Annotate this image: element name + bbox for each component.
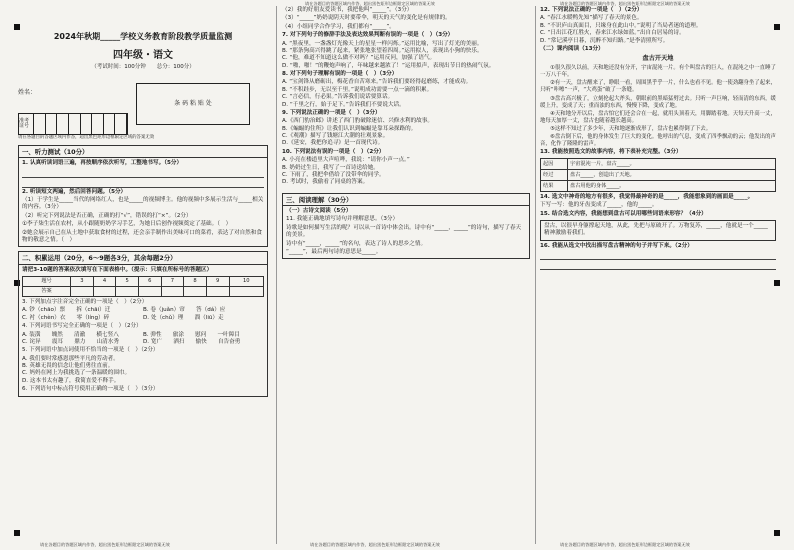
exam-meta: （考试时间：100分钟 总分：100分） (91, 63, 195, 70)
column-divider (535, 6, 536, 544)
question-9: 9. 下列说法正确的一项是（ ）（3分） (282, 109, 381, 116)
section-title: 一、听力测试（10分） (19, 147, 267, 158)
column-middle: （2）我的好朋友爱读书，我把他叫“_____”。（3分） （3）“_____”奶奶说阴天时要带伞，明天的天气的变化是有规律的。 （4）小组同学合作学习，我们都有“_____”。 7. 对下列句子的修辞手法及表达效果判断有误的一项是（ ）（3分） A. “黑夜里，一盏盏灯光像天上的星星一样闪烁。”运用比喻，写出了灯光的美丽。 B. “那条狗高兴得跳了起来，紧张地张望着四周。”运用拟人，表现出小狗的快乐。 C. “他，难道不知道这么做不对吗？”运用反问，加强了语气。 D. “啪，啪！”的鞭炮声响了，年味越来越浓了！”运用拟声，表现出节日的热闹气氛。 8. 对下列句子理解有误的一项是（ ）（3分） A. “宝剑锋从磨砺出，梅花香自苦寒来。”告诉我们要经得起磨练，才能成功。 B. “不积跬步，无以至千里。”说明成功需要一点一滴的积累。 C. “言必信，行必果。”告诉我们说话要算话。 D. “千里之行，始于足下。”告诉我们不要说大话。 9. 下列说法正确的一项是（ ）（3分） A.《西门豹治邺》讲述了西门豹破除迷信、兴修水利的故事。 B.《蝙蝠的住所》让我们认识到蝙蝠是靠耳朵探路的。 C.《观潮》描写了钱塘江大潮的壮观景象。 D.《延安，我把你追寻》是一首现代诗。 10. 下列说法有误的一项是（ ）（2分） A. 小亮在楼道里大声喧哗，我说：“请你小声一点。” B. 奶奶过生日，我写了一首诗送给她。 C. 下雨了，我把伞借给了没带伞的同学。 D. 考试时，我偷看了同桌的答案。 三、阅读理解（30分） （一）古诗文阅读（5分） 11. 我能正确地填写诗句并理解意思。（3分） 诗歌是如何描写生活的呢？可以从一首诗中体会出。诗中有“_____，_____”的诗句，描写了春天的美景。 诗中有“_____，_____”的名句，表达了诗人的思乡之情。 “_____”，最后两句诗的意思是_____。 (282, 6, 530, 546)
top-notice: 请在各题目的答题区域内作答，超出黑色矩形边框限定区域的答案无效 (305, 1, 435, 6)
barcode-area[interactable] (136, 83, 250, 125)
column-divider (276, 6, 277, 544)
answer-table[interactable]: 题号 3 4 5 6 7 8 9 10 答案 (22, 276, 264, 297)
exam-number-label: 准考证号 (19, 114, 34, 134)
section-title: 二、积累运用（20分，6～9题各3分，其余每题2分） (19, 253, 267, 264)
question-12: 12. 下列说法正确的一项是（ ）（2分） (540, 7, 643, 13)
question-4: 4. 下列词语书写完全正确的一项是（ ）（2分） (22, 323, 142, 330)
section-intro: 请把3-10题的答案依次填写在下面表格中。（提示：只填在所标号的答题区） (22, 266, 213, 273)
section-listening (18, 145, 268, 247)
name-label: 姓名： (18, 88, 37, 96)
bottom-notice: 请在各题目的答题区域内作答，超出黑色矩形边框限定区域的答案无效 (310, 542, 440, 547)
question-1: 1. 认真听读词语三遍，再按顺序依次听写，工整地书写。（5分） (22, 160, 183, 167)
section-accumulation: 二、积累运用（20分，6～9题各3分，其余每题2分） 请把3-10题的答案依次填写在下面表格中。（提示：只填在所标号的答题区） 题号 3 4 5 6 7 8 9 10 答案 3. 下列加点字注音完全正确的一项是（ ）（2分） A. 钞（chāo）票 拆（chāi）迁 B. 卷（juǎn）帘 答（dá）应 C. 衬（chèn）衣 零（líng）碎 D. 处（chǔ）理 溜（liū）走 4. 下列词语书写完全正确的一项是（ ）（2分） A. 装潢 魄然 清澈 横七竖八 B. 弹性 旅涂 慰问 一叶障目 C. 诧异 震耳 鼎力 山清水秀 D. 宽广 洒扫 愉快 自告奋勇 5. 下列词语中加点词使用不恰当的一项是（ ）（2分） A. 我们要时常感恩那些平凡的劳动者。 B. 英雄无畏的信念让他们勇往直前。 C. 妈妈在网上为我挑选了一条温暖的围巾。 D. 这本书太有趣了，我简直爱不释手。 6. 下列语句中标点符号使用正确的一项是（ ）（3分） (18, 251, 268, 396)
question-3: 3. 下列加点字注音完全正确的一项是（ ）（2分） (22, 299, 148, 306)
question-11: 11. 我能正确地填写诗句并理解意思。（3分） (286, 216, 399, 223)
question-2-1: （1）于学生是_____当代的网络红人，也是_____的视频博主。他的视频中多展示生活与_____相关的内容。（3分） (22, 197, 264, 211)
passage-title: 盘古开天地 (642, 55, 674, 63)
question-2: 2. 听读短文两遍，然后回答问题。（5分） (22, 188, 127, 195)
question-10: 10. 下列说法有误的一项是（ ）（2分） (282, 148, 385, 155)
bottom-notice: 请在各题目的答题区域内作答，超出黑色矩形边框限定区域的答案无效 (40, 542, 170, 547)
section-reading: 三、阅读理解（30分） （一）古诗文阅读（5分） 11. 我能正确地填写诗句并理解意思。（3分） 诗歌是如何描写生活的呢？可以从一首诗中体会出。诗中有“_____，_____”的诗句，描写了春天的美景。 诗中有“_____，_____”的名句，表达了诗人的思乡之情。 “_____”，最后两句诗的意思是_____。 (282, 193, 530, 260)
barcode-label: 条 码 粘 贴 处 (174, 100, 212, 108)
student-info (18, 79, 268, 133)
question-7: 7. 对下列句子的修辞手法及表达效果判断有误的一项是（ ）（3分） (282, 32, 454, 39)
notice: 请在各题目的答题区域内作答，超出黑色矩形边框限定区域的答案无效 (18, 134, 155, 140)
question-16: 16. 我能从选文中找出描写盘古精神的句子并写下来。（2分） (540, 242, 693, 249)
question-2-2-a: ①李子柒生活在农村，从小跟随奶奶学习手艺，为她日后创作视频奠定了基础。（ ） (22, 221, 232, 228)
answer-box[interactable]: 盘古，以很早身躯撑起天地，从此，先把与原破开了。万物复苏，_____，他就是一个_____精神激励着我们。 (540, 220, 776, 241)
exam-title: 2024年秋期_____学校义务教育阶段教学质量监测 (53, 32, 233, 41)
question-13: 13. 我能按照选文的故事内容，将下表补充完整。（3分） (540, 148, 682, 155)
passage: ①很久很久以前，天和地还没有分开，宇宙混沌一片。有个叫盘古的巨人，在混沌之中一直睡了一万八千年。 ②有一天，盘古醒来了，睁眼一看，周围黑乎乎一片，什么也看不见。他一使劲翻身坐了起来，只听“咔嚓”一声，“大鸡蛋”破了一条缝。 ③盘古高兴极了，立刻抡起大斧头，朝眼前的黑暗猛劈过去。只听一声巨响，轻而清的东西，缓缓上升，变成了天；重而浊的东西，慢慢下降，变成了地。 ④天和地分开以后，盘古怕它们还会合在一起，就用头顶着天，用脚踏着地。天每天升高一丈，地每天加厚一丈，盘古也随着越长越高。 ⑤这样不知过了多少年，天和地逐渐成形了，盘古也累得倒了下去。 ⑥盘古倒下后，他的身体发生了巨大的变化。他呼出的气息，变成了四季飘动的云；他发出的声音，化作了隆隆的雷声。 (540, 65, 776, 147)
question-6: 6. 下列语句中标点符号使用正确的一项是（ ）（3分） (22, 386, 159, 393)
question-8: 8. 对下列句子理解有误的一项是（ ）（3分） (282, 71, 398, 77)
top-notice: 请在各题目的答题区域内作答，超出黑色矩形边框限定区域的答案无效 (560, 1, 690, 6)
question-14: 14. 选文中神奇的地方有很多，我觉得最神奇的是_____，我能想象到的画面是_____。 (540, 193, 754, 200)
question-2-2: （2）听完下列说法是否正确，正确的打“√”，错误的打“×”。（2分） (22, 212, 192, 219)
column-left (18, 6, 268, 546)
section-title: 三、阅读理解（30分） (283, 195, 529, 206)
question-2-2-b: ②她会展示自己在从土地中获取食材的过程，还会亲手制作出美味可口的菜肴，表达了对自然和食物的敬意之情。（ ） (22, 229, 262, 243)
exam-number-box[interactable] (18, 113, 128, 135)
subject-title: 四年级・语文 (113, 49, 173, 61)
story-table[interactable]: 起因 宇宙混沌一片，盘古_____。 经过 盘古_____，创造出了天地。 结果 盘古用他的身体_____。 (540, 158, 776, 192)
question-5: 5. 下列词语中加点词使用不恰当的一项是（ ）（2分） (22, 347, 159, 354)
bottom-notice: 请在各题目的答题区域内作答，超出黑色矩形边框限定区域的答案无效 (560, 542, 690, 547)
question-15: 15. 结合选文内容，我能想到盘古可以用哪些词语来形容？（4分） (540, 210, 707, 217)
column-right: 12. 下列说法正确的一项是（ ）（2分） A. “春江水暖鸭先知”描写了春天的景色。 B. “不识庐山真面目，只缘身在此山中。”说明了当局者迷的道理。 C. “日出江花红胜火，春来江水绿如蓝。”出自白居易的诗。 D. “常记溪亭日暮，沉醉不知归路。”是李清照所写。 （二）课内阅读（13分） 盘古开天地 ①很久很久以前，天和地还没有分开，宇宙混沌一片。有个叫盘古的巨人，在混沌之中一直睡了一万八千年。 ②有一天，盘古醒来了，睁眼一看，周围黑乎乎一片，什么也看不见。他一使劲翻身坐了起来，只听“咔嚓”一声，“大鸡蛋”破了一条缝。 ③盘古高兴极了，立刻抡起大斧头，朝眼前的黑暗猛劈过去。只听一声巨响，轻而清的东西，缓缓上升，变成了天；重而浊的东西，慢慢下降，变成了地。 ④天和地分开以后，盘古怕它们还会合在一起，就用头顶着天，用脚踏着地。天每天升高一丈，地每天加厚一丈，盘古也随着越长越高。 ⑤这样不知过了多少年，天和地逐渐成形了，盘古也累得倒了下去。 ⑥盘古倒下后，他的身体发生了巨大的变化。他呼出的气息，变成了四季飘动的云；他发出的声音，化作了隆隆的雷声。 13. 我能按照选文的故事内容，将下表补充完整。（3分） 起因 宇宙混沌一片，盘古_____。 经过 盘古_____，创造出了天地。 结果 盘古用他的身体_____。 14. 选文中神奇的地方有很多，我觉得最神奇的是_____，我能想象到的画面是_____。 下写一写：他的牙齿变成了_____，他的_____。 15. 结合选文内容，我能想到盘古可以用哪些词语来形容？（4分） 盘古，以很早身躯撑起天地，从此，先把与原破开了。万物复苏，_____，他就是一个_____精神激励着我们。 16. 我能从选文中找出描写盘古精神的句子并写下来。（2分） (540, 6, 776, 546)
